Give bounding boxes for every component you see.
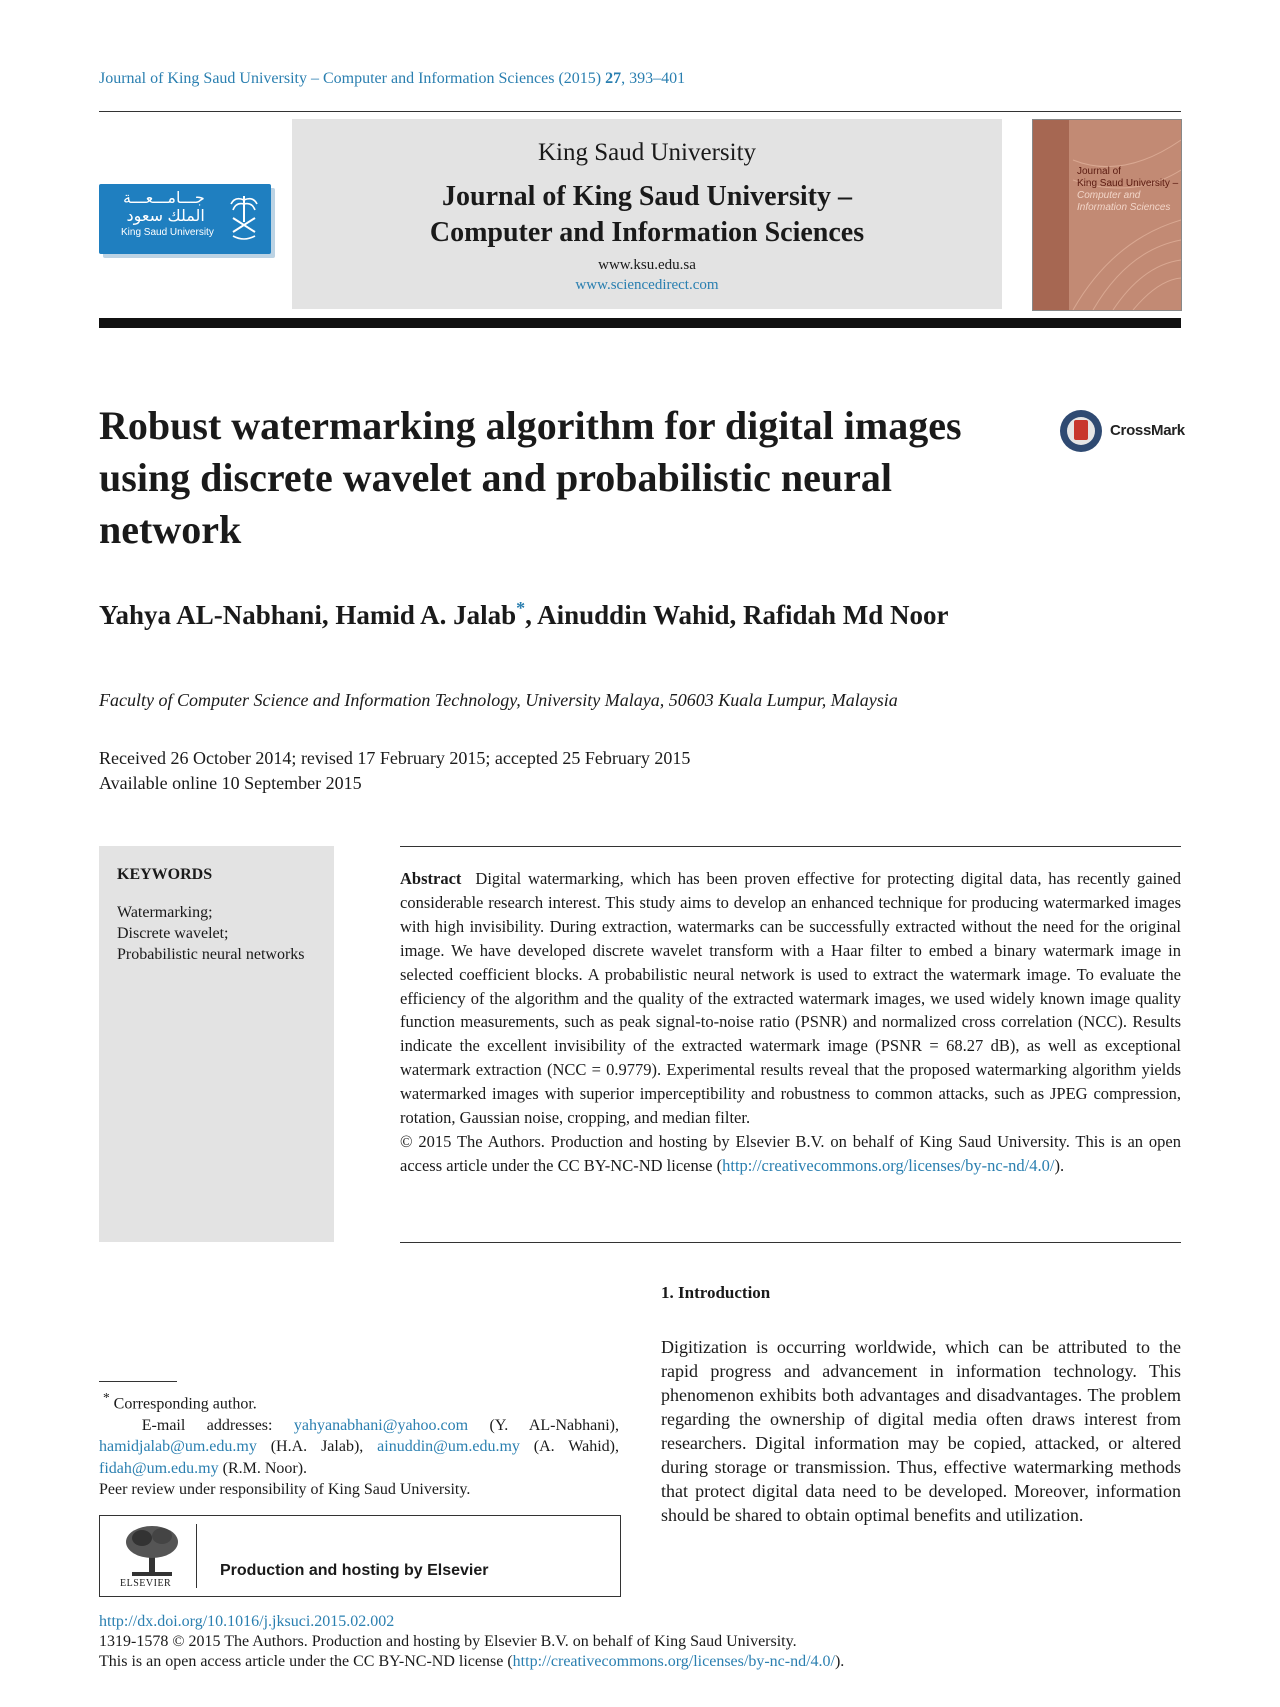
footer-license-suffix: ). <box>834 1653 845 1670</box>
dates-online: Available online 10 September 2015 <box>99 773 362 793</box>
email-link-3[interactable]: ainuddin@um.edu.my <box>377 1438 520 1456</box>
abstract-bottom-rule <box>400 1242 1181 1243</box>
elsevier-divider <box>196 1524 197 1588</box>
abstract <box>400 867 1181 1178</box>
crossmark-label[interactable]: CrossMark <box>1110 422 1185 439</box>
keywords-list <box>117 902 305 965</box>
logo-english: King Saud University <box>121 227 214 238</box>
journal-pages: , 393–401 <box>621 70 686 87</box>
crossmark-badge[interactable] <box>1060 410 1185 460</box>
journal-cover-thumbnail <box>1032 119 1182 311</box>
top-rule <box>99 111 1181 112</box>
header-thick-rule <box>99 318 1181 328</box>
corresponding-author-star[interactable]: * <box>516 598 526 618</box>
logo-arabic-line2: الملك سعود <box>126 208 205 225</box>
footer-license <box>99 1652 844 1672</box>
keywords-box <box>99 846 334 1242</box>
footnote-emails <box>99 1415 619 1480</box>
footnotes <box>99 1387 619 1501</box>
production-hosting-text: Production and hosting by Elsevier <box>220 1562 489 1579</box>
footnote-star: * <box>103 1390 110 1405</box>
email-link-4[interactable]: fidah@um.edu.my <box>99 1459 219 1477</box>
journal-header-box <box>292 119 1002 309</box>
journal-volume: 27 <box>605 70 622 87</box>
abstract-license-link[interactable]: http://creativecommons.org/licenses/by-nc-nd/4.0/ <box>722 1155 1055 1175</box>
email-name-1: (Y. AL-Nabhani), <box>489 1416 619 1434</box>
article-title: Robust watermarking algorithm for digital images using discrete wavelet and probabilistic neural network <box>99 403 962 552</box>
footer-license-link[interactable]: http://creativecommons.org/licenses/by-nc-nd/4.0/ <box>512 1653 835 1670</box>
sciencedirect-link[interactable]: www.sciencedirect.com <box>575 277 719 293</box>
abstract-copyright-suffix: ). <box>1054 1155 1065 1175</box>
journal-citation-text[interactable]: Journal of King Saud University – Computer and Information Sciences (2015) <box>99 70 602 87</box>
elsevier-box <box>99 1515 621 1597</box>
journal-title <box>292 179 1002 251</box>
keyword-item: Watermarking; <box>117 904 213 921</box>
ksu-logo <box>99 184 271 254</box>
email-link-1[interactable]: yahyanabhani@yahoo.com <box>293 1416 469 1434</box>
email-label: E-mail addresses: <box>141 1416 273 1434</box>
logo-arabic <box>123 190 205 226</box>
email-name-2: (H.A. Jalab), <box>270 1438 364 1456</box>
abstract-heading: Abstract <box>400 869 462 888</box>
abstract-text: Digital watermarking, which has been proven effective for protecting digital data, has recently gained considerable research interest. This study aims to develop an enhanced technique for producing watermarked images with high invisibility. During extraction, watermarks can be successfully extracted without the need for the original image. We have developed discrete wavelet transform with a Haar filter to embed a binary watermark image in selected coefficient blocks. A probabilistic neural network is used to extract the watermark image. To evaluate the efficiency of the algorithm and the quality of the extracted watermark images, we used widely known image quality function measurements, such as peak signal-to-noise ratio (PSNR) and normalized cross correlation (NCC). Results indicate the excellent invisibility of the extracted watermark image (PSNR = 68.27 dB), as well as exceptional watermark extraction (NCC = 0.9779). Experimental results reveal that the proposed watermarking algorithm yields watermarked images with superior imperceptibility and robustness to common attacks, such as JPEG compression, rotation, Gaussian noise, cropping, and median filter. <box>400 869 1181 1128</box>
email-name-4: (R.M. Noor). <box>222 1459 308 1477</box>
abstract-top-rule <box>400 846 1181 847</box>
peer-review-note: Peer review under responsibility of King Saud University. <box>99 1481 471 1499</box>
doi-footer <box>99 1612 844 1672</box>
footnote-corresponding-text: Corresponding author. <box>113 1395 257 1413</box>
introduction-heading: 1. Introduction <box>661 1283 771 1302</box>
cover-pattern <box>1033 120 1181 310</box>
authors-part2: , Ainuddin Wahid, Rafidah Md Noor <box>525 600 949 630</box>
issn-line: 1319-1578 © 2015 The Authors. Production and hosting by Elsevier B.V. on behalf of King Saud University. <box>99 1633 797 1650</box>
authors-part1: Yahya AL-Nabhani, Hamid A. Jalab <box>99 600 517 630</box>
ksu-url[interactable]: www.ksu.edu.sa <box>598 257 696 273</box>
palm-emblem-icon <box>227 192 261 244</box>
elsevier-wordmark: ELSEVIER <box>120 1578 172 1589</box>
elsevier-tree-icon <box>122 1522 182 1578</box>
article-dates <box>99 746 690 796</box>
dates-received: Received 26 October 2014; revised 17 February 2015; accepted 25 February 2015 <box>99 748 691 768</box>
keyword-item: Probabilistic neural networks <box>117 946 305 963</box>
email-name-3: (A. Wahid), <box>533 1438 619 1456</box>
cover-title-line1: Journal of <box>1077 166 1121 177</box>
abstract-copyright-prefix: © 2015 The Authors. Production and hosting by Elsevier B.V. on behalf of King Saud University. This is an open access article under the CC BY-NC-ND license ( <box>400 1131 1181 1175</box>
journal-title-line2: Computer and Information Sciences <box>429 217 865 248</box>
journal-citation[interactable] <box>99 70 685 88</box>
authors <box>99 598 949 631</box>
keyword-item: Discrete wavelet; <box>117 925 229 942</box>
email-link-2[interactable]: hamidjalab@um.edu.my <box>99 1438 257 1456</box>
footer-license-prefix: This is an open access article under the CC BY-NC-ND license ( <box>99 1653 513 1670</box>
logo-arabic-line1: جـــامـــعـــة <box>123 190 205 207</box>
journal-title-line1: Journal of King Saud University – <box>442 181 852 212</box>
cover-title <box>1077 166 1178 214</box>
doi-link[interactable]: http://dx.doi.org/10.1016/j.jksuci.2015.02.002 <box>99 1613 395 1630</box>
footnote-corresponding <box>99 1387 619 1415</box>
affiliation: Faculty of Computer Science and Information Technology, University Malaya, 50603 Kuala Lumpur, Malaysia <box>99 690 898 710</box>
abstract-copyright <box>400 1130 1181 1178</box>
footnote-rule <box>99 1381 177 1382</box>
crossmark-bookmark-icon <box>1074 420 1088 440</box>
introduction-text: Digitization is occurring worldwide, which can be attributed to the rapid progress and advancement in information technology. This phenomenon exhibits both advantages and disadvantages. The problem regarding the ownership of digital media often draws interest from researchers. Digital information may be copied, attacked, or altered during storage or transmission. Thus, effective watermarking methods that protect digital data need to be developed. Moreover, information should be shared to obtain optimal benefits and utilization. <box>661 1337 1181 1525</box>
cover-title-line3: Computer and <box>1077 190 1141 201</box>
keywords-heading: KEYWORDS <box>117 866 213 883</box>
crossmark-icon[interactable] <box>1060 410 1102 452</box>
cover-title-line2: King Saud University – <box>1077 178 1179 189</box>
abstract-body <box>400 867 1181 1130</box>
cover-title-line4: Information Sciences <box>1077 202 1171 213</box>
university-name: King Saud University <box>537 139 757 166</box>
